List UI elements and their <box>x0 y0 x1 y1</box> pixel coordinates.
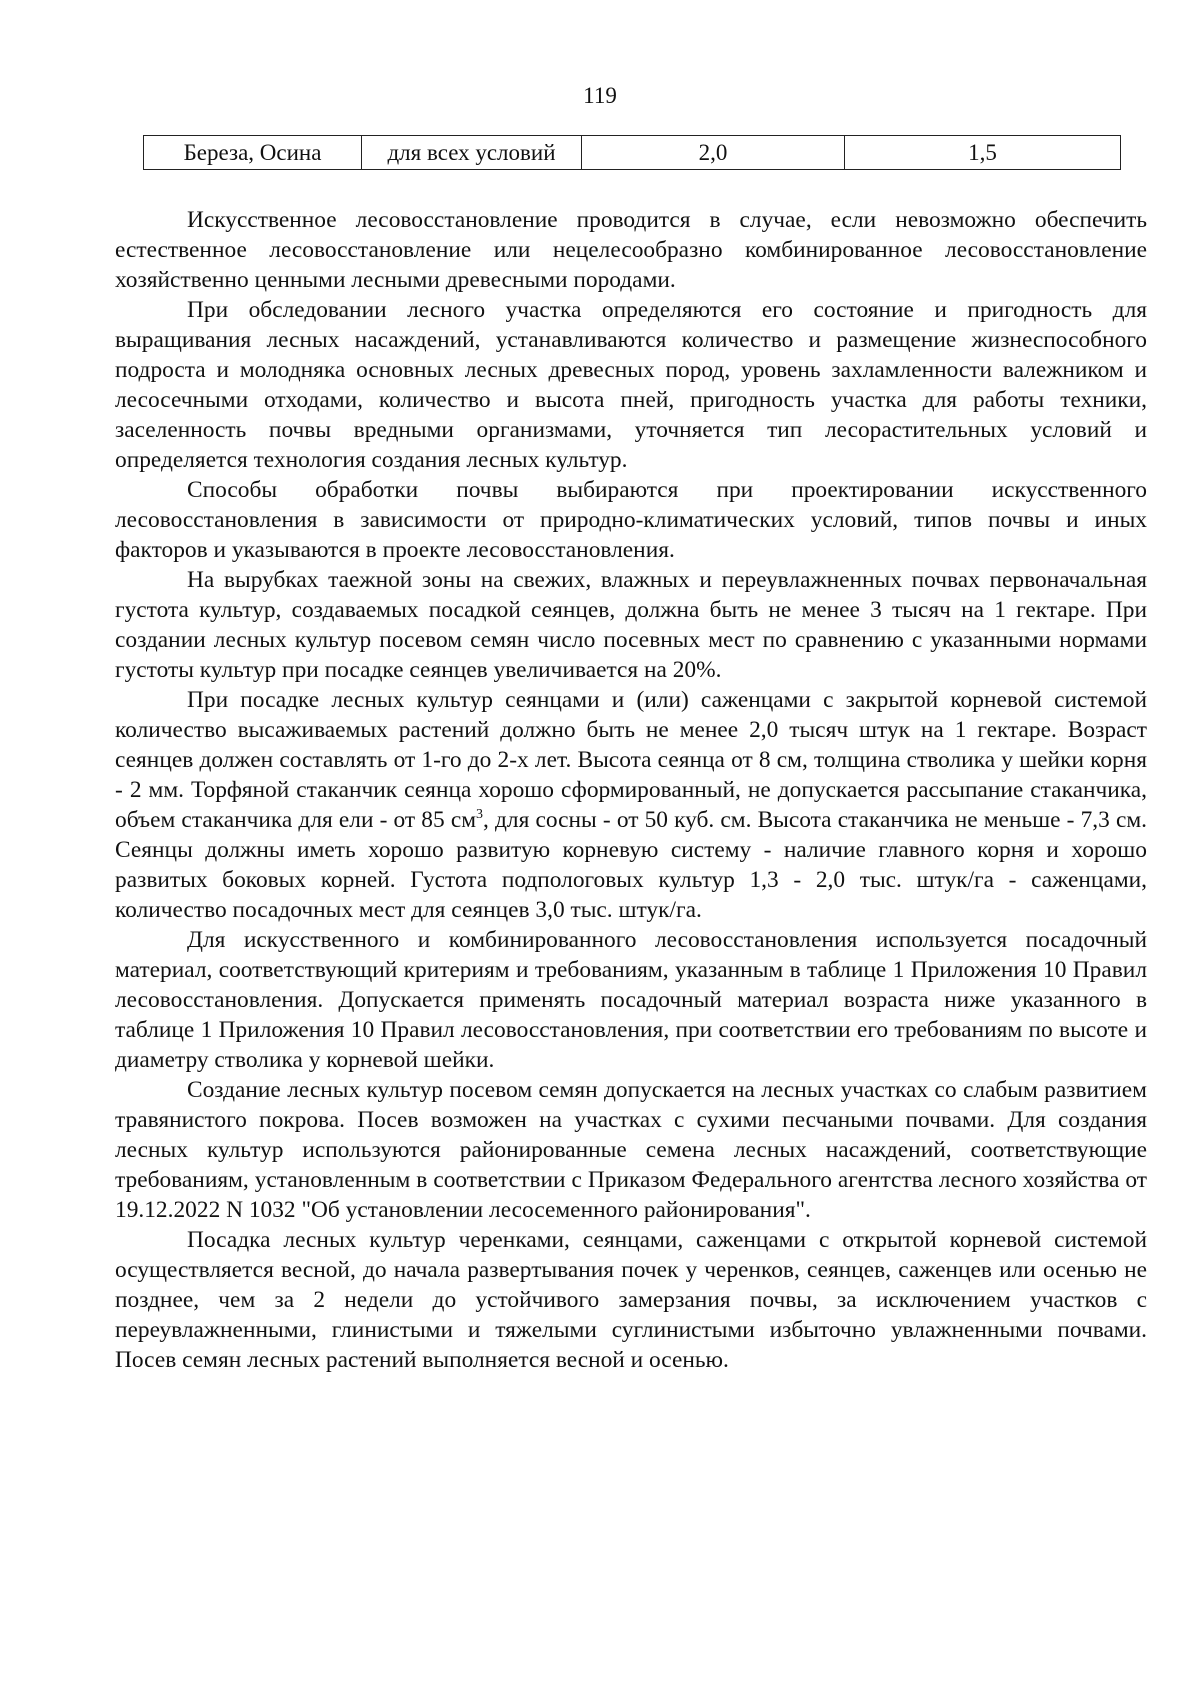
continued-table <box>143 135 1121 170</box>
superscript: 3 <box>476 807 484 822</box>
body-text <box>115 205 1147 1375</box>
paragraph: Посадка лесных культур черенками, сеянцами, саженцами с открытой корневой системой осуществляется весной, до начала развертывания почек у черенков, сеянцев, саженцев или осенью не позднее, чем за 2 недели до устойчивого замерзания почвы, за исключением участков с переувлажненными, глинистыми и тяжелыми суглинистыми избыточно увлажненными почвами. Посев семян лесных растений выполняется весной и осенью. <box>115 1227 1147 1373</box>
paragraph: На вырубках таежной зоны на свежих, влажных и переувлажненных почвах первоначальная густота культур, создаваемых посадкой сеянцев, должна быть не менее 3 тысяч на 1 гектаре. При создании лесных культур посевом семян число посевных мест по сравнению с указанными нормами густоты культур при посадке сеянцев увеличивается на 20%. <box>115 567 1147 683</box>
table-cell-species: Береза, Осина <box>144 136 362 170</box>
table-row <box>144 136 1121 170</box>
table-cell-value-1: 2,0 <box>582 136 845 170</box>
page-number: 119 <box>583 83 617 108</box>
paragraph: Способы обработки почвы выбираются при проектировании искусственного лесовосстановления в зависимости от природно-климатических условий, типов почвы и иных факторов и указываются в проекте лесовосстановления. <box>115 477 1147 563</box>
paragraph <box>115 685 1147 925</box>
paragraph-text: При посадке лесных культур сеянцами и (или) саженцами с закрытой корневой системой количество высаживаемых растений должно быть не менее 2,0 тысяч штук на 1 гектаре. Возраст сеянцев должен составлять от 1-го до 2-х лет. Высота сеянца от 8 см, толщина стволика у шейки корня - 2 мм. Торфяной стаканчик сеянца хорошо сформированный, не допускается рассыпание стаканчика, объем стаканчика для ели - от 85 см <box>115 687 1147 833</box>
paragraph: Искусственное лесовосстановление проводится в случае, если невозможно обеспечить естественное лесовосстановление или нецелесообразно комбинированное лесовосстановление хозяйственно ценными лесными древесными породами. <box>115 207 1147 293</box>
table-cell-value-2: 1,5 <box>845 136 1121 170</box>
paragraph: Создание лесных культур посевом семян допускается на лесных участках со слабым развитием травянистого покрова. Посев возможен на участках с сухими песчаными почвами. Для создания лесных культур используются районированные семена лесных насаждений, соответствующие требованиям, установленным в соответствии с Приказом Федерального агентства лесного хозяйства от 19.12.2022 N 1032 "Об установлении лесосеменного районирования". <box>115 1077 1147 1223</box>
table-cell-condition: для всех условий <box>362 136 582 170</box>
paragraph: При обследовании лесного участка определяются его состояние и пригодность для выращивания лесных насаждений, устанавливаются количество и размещение жизнеспособного подроста и молодняка основных лесных древесных пород, уровень захламленности валежником и лесосечными отходами, количество и высота пней, пригодность участка для работы техники, заселенность почвы вредными организмами, уточняется тип лесорастительных условий и определяется технология создания лесных культур. <box>115 297 1147 473</box>
paragraph: Для искусственного и комбинированного лесовосстановления используется посадочный материал, соответствующий критериям и требованиям, указанным в таблице 1 Приложения 10 Правил лесовосстановления. Допускается применять посадочный материал возраста ниже указанного в таблице 1 Приложения 10 Правил лесовосстановления, при соответствии его требованиям по высоте и диаметру стволика у корневой шейки. <box>115 927 1147 1073</box>
paragraph-text: , для сосны - от 50 куб. см. Высота стаканчика не меньше - 7,3 см. Сеянцы должны иметь хорошо развитую корневую систему - наличие главного корня и хорошо развитых боковых корней. Густота подпологовых культур 1,3 - 2,0 тыс. штук/га - саженцами, количество посадочных мест для сеянцев 3,0 тыс. штук/га. <box>115 807 1147 923</box>
